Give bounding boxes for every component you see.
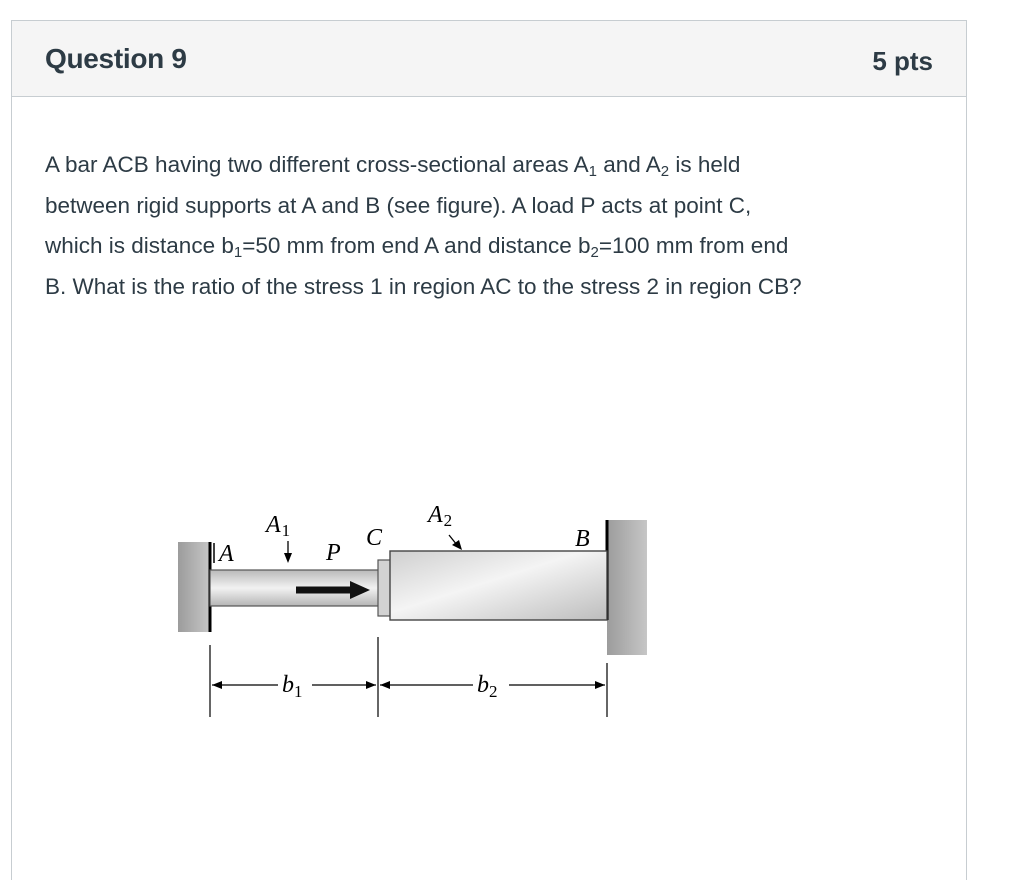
dim-b2-left-arrow [380,681,390,689]
label-b2 [477,672,498,701]
dim-b2-right-arrow [595,681,605,689]
label-b: B [575,526,590,552]
label-a1-main: A [266,512,281,538]
text-segment: =100 mm from end [598,233,789,258]
text-segment: A bar ACB having two different cross-sectional areas A [45,152,589,177]
dim-b1-left-arrow [212,681,222,689]
text-segment: which is distance b [45,233,234,258]
question-line-2: between rigid supports at A and B (see figure). A load P acts at point C, [45,192,752,218]
label-b2-sub: 2 [489,682,498,701]
question-title: Question 9 [45,43,187,74]
label-a1-sub: 1 [281,521,291,540]
label-a2-sub: 2 [443,511,453,530]
label-a: A [219,541,234,567]
question-line-3 [45,226,945,267]
a1-pointer-head [284,553,292,563]
question-card [11,20,967,880]
question-line-4: B. What is the ratio of the stress 1 in region AC to the stress 2 in region CB? [45,273,802,299]
question-points: 5 pts [872,46,933,76]
label-b1-sub: 1 [294,682,303,701]
label-c: C [366,525,383,551]
label-a2 [426,502,452,530]
bar-segment-cb [390,551,607,620]
label-p: P [326,540,341,566]
label-b1 [282,672,303,701]
left-wall [178,542,210,632]
label-a2-main: A [428,502,443,528]
label-b2-main: b [477,672,489,698]
question-text [45,145,945,307]
subscript: 1 [233,244,243,261]
subscript: 1 [588,163,597,180]
subscript: 2 [590,244,599,261]
bar-figure [170,485,660,725]
question-header [12,21,966,97]
right-wall [607,520,647,655]
label-a1 [264,512,290,540]
subscript: 2 [660,163,670,180]
label-b1-main: b [282,672,294,698]
text-segment: =50 mm from end A and distance b [242,233,591,258]
text-segment: and A [596,152,661,177]
question-line-1 [45,145,945,186]
text-segment: is held [669,152,741,177]
dim-b1-right-arrow [366,681,376,689]
